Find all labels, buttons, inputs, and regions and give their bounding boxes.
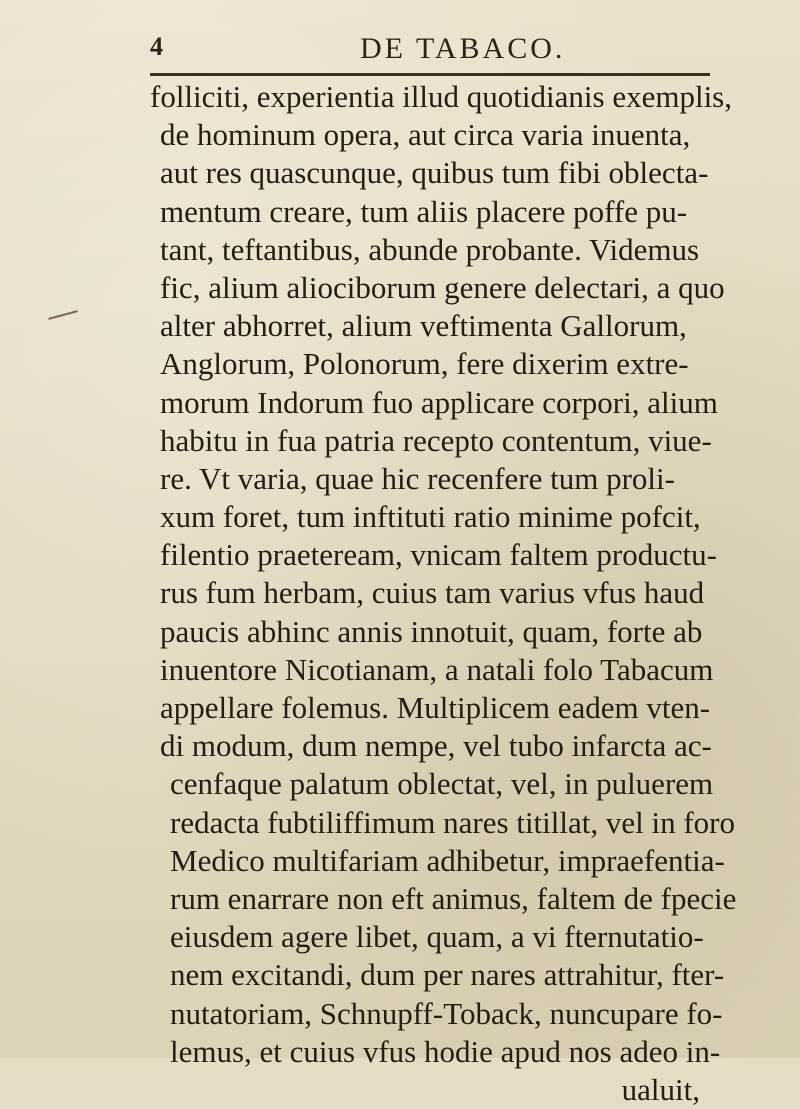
text-line: rum enarrare non eft animus, faltem de fpecie: [170, 880, 737, 916]
text-line: paucis abhinc annis innotuit, quam, forte ab: [160, 613, 703, 649]
text-line: rus fum herbam, cuius tam varius vfus haud: [160, 575, 705, 611]
text-line: redacta fubtiliffimum nares titillat, vel in foro: [170, 804, 736, 840]
text-line: lemus, et cuius vfus hodie apud nos adeo in-: [170, 1033, 721, 1069]
text-line: tant, teftantibus, abunde probante. Videmus: [160, 231, 700, 267]
text-line: di modum, dum nempe, vel tubo infarcta ac-: [160, 728, 712, 764]
text-line: folliciti, experientia illud quotidianis exemplis,: [150, 79, 732, 114]
running-head: [150, 30, 710, 70]
text-line: alter abhorret, alium veftimenta Gallorum,: [160, 308, 687, 344]
text-line: nem excitandi, dum per nares attrahitur, fter-: [170, 957, 725, 993]
text-line: mentum creare, tum aliis placere poffe pu-: [160, 193, 688, 229]
page-number: 4: [150, 32, 163, 61]
text-line: eiusdem agere libet, quam, a vi fternutatio-: [170, 919, 704, 955]
text-line: cenfaque palatum oblectat, vel, in puluerem: [170, 766, 714, 802]
margin-mark: [48, 310, 77, 320]
body-text: [120, 78, 737, 1109]
text-line: Medico multifariam adhibetur, impraefentia-: [170, 842, 725, 878]
text-line: morum Indorum fuo applicare corpori, alium: [160, 384, 718, 420]
text-line: de hominum opera, aut circa varia inuenta,: [160, 117, 691, 153]
text-line: filentio praeteream, vnicam faltem productu-: [160, 537, 717, 573]
text-line: appellare folemus. Multiplicem eadem vten-: [160, 690, 711, 725]
text-line: xum foret, tum inftituti ratio minime pofcit,: [160, 499, 701, 535]
text-line: aut res quascunque, quibus tum fibi oblecta-: [160, 155, 709, 191]
text-line: Anglorum, Polonorum, fere dixerim extre-: [160, 346, 689, 382]
running-title: DE TABACO.: [360, 32, 566, 65]
text-line: habitu in fua patria recepto contentum, viue-: [160, 422, 712, 458]
header-rule: [150, 73, 710, 76]
text-line: fic, alium aliociborum genere delectari, a quo: [160, 269, 725, 305]
text-line frak: nutatoriam, Schnupff-Toback, nuncupare fo-: [170, 995, 723, 1031]
text-line: re. Vt varia, quae hic recenfere tum proli-: [160, 460, 675, 496]
catchword: ualuit,: [621, 1071, 700, 1107]
text-line: inuentore Nicotianam, a natali folo Tabacum: [160, 651, 714, 687]
